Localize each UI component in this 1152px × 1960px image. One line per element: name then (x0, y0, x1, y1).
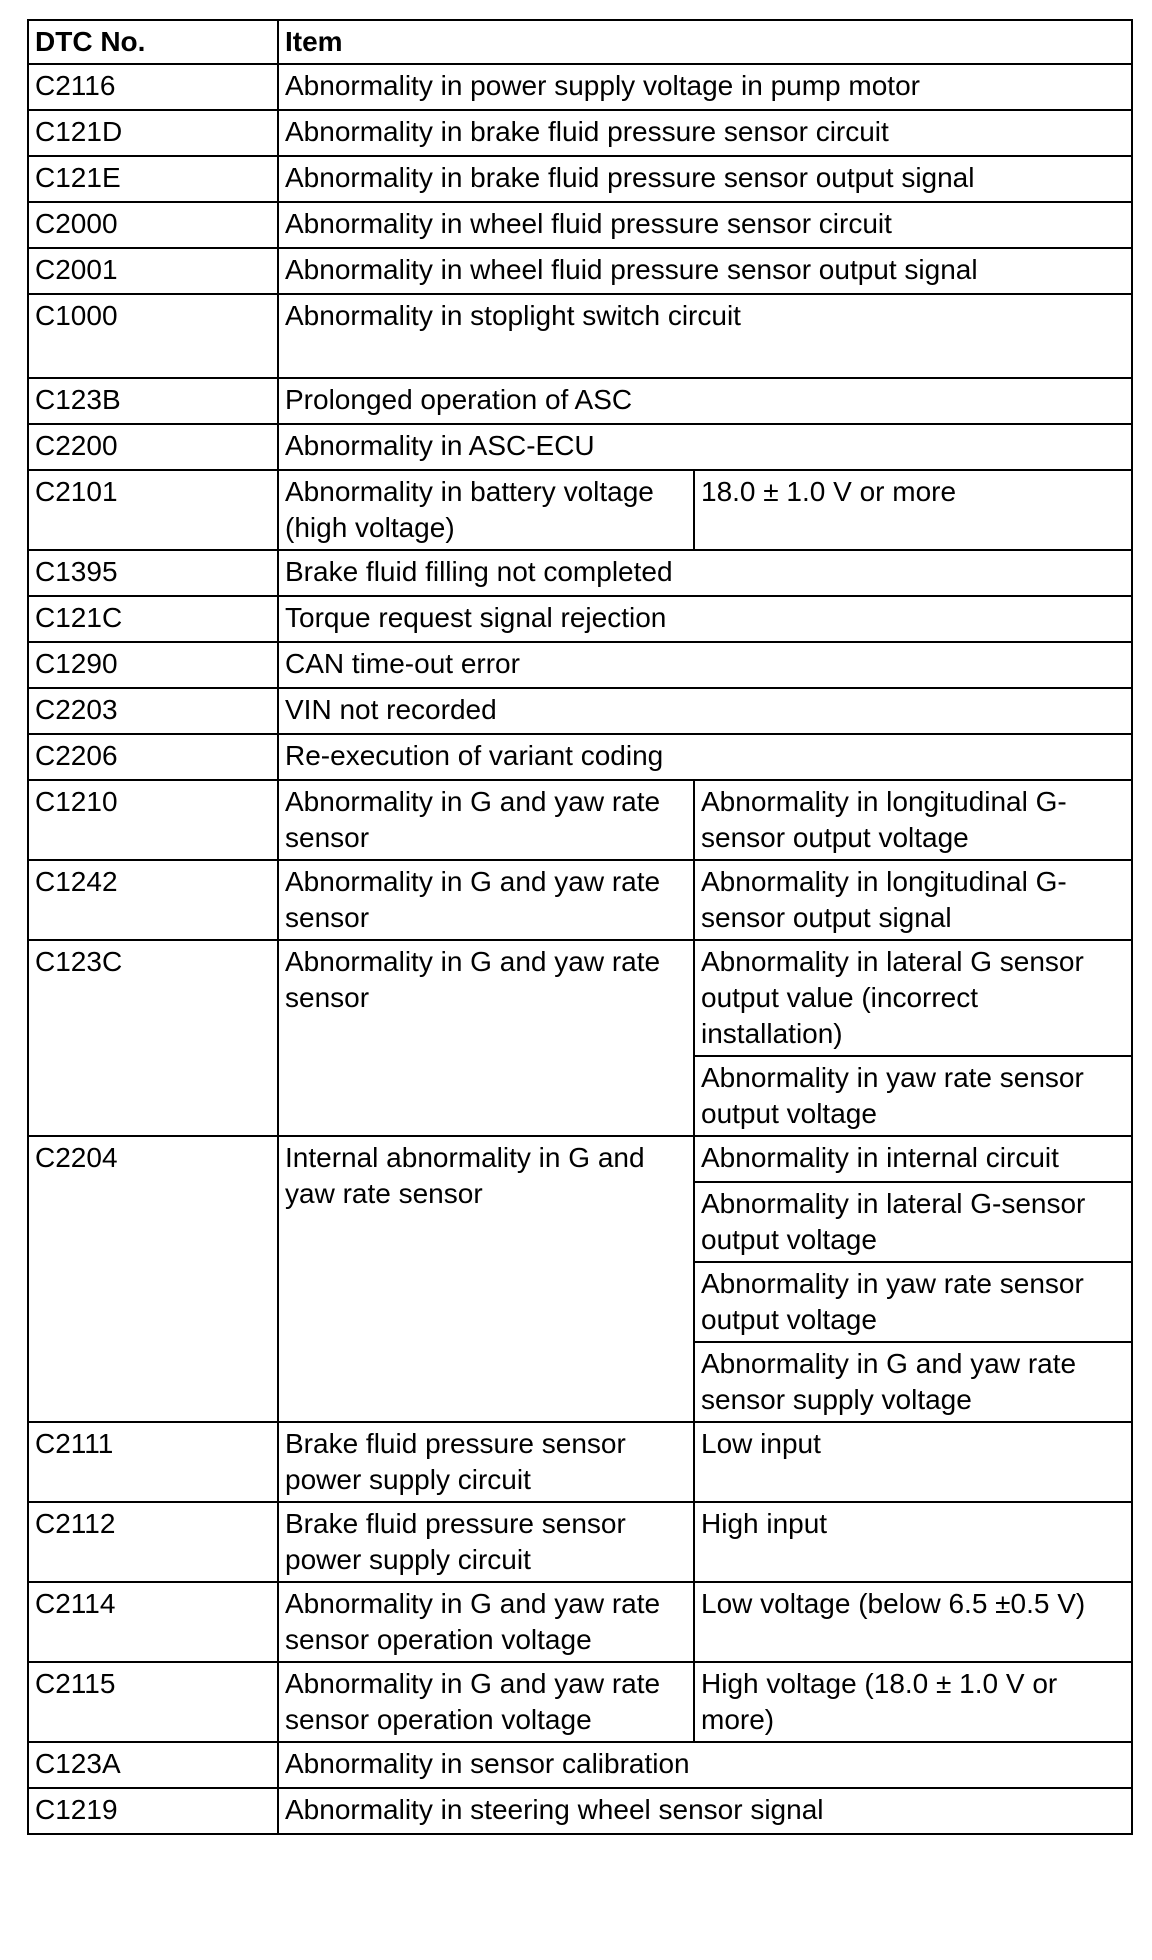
dtc-detail: High voltage (18.0 ± 1.0 V or more) (694, 1662, 1132, 1742)
dtc-item: Prolonged operation of ASC (278, 378, 1132, 424)
table-row (28, 64, 1132, 110)
dtc-code: C123C (28, 940, 278, 1136)
dtc-detail: Abnormality in internal circuit (694, 1136, 1132, 1182)
dtc-code: C2203 (28, 688, 278, 734)
dtc-code: C1290 (28, 642, 278, 688)
header-item: Item (278, 20, 1132, 64)
table-row (28, 1136, 1132, 1182)
dtc-code: C1210 (28, 780, 278, 860)
dtc-code: C2204 (28, 1136, 278, 1422)
table-row (28, 1502, 1132, 1582)
table-row (28, 248, 1132, 294)
dtc-detail: Abnormality in G and yaw rate sensor supply voltage (694, 1342, 1132, 1422)
dtc-code: C2116 (28, 64, 278, 110)
dtc-detail: Abnormality in yaw rate sensor output voltage (694, 1262, 1132, 1342)
dtc-item: Abnormality in ASC-ECU (278, 424, 1132, 470)
table-row (28, 596, 1132, 642)
table-row (28, 1742, 1132, 1788)
dtc-detail: 18.0 ± 1.0 V or more (694, 470, 1132, 550)
dtc-item: Abnormality in brake fluid pressure sensor output signal (278, 156, 1132, 202)
dtc-code: C123B (28, 378, 278, 424)
dtc-detail: Abnormality in lateral G-sensor output voltage (694, 1182, 1132, 1262)
dtc-table (27, 19, 1133, 1835)
dtc-code: C2111 (28, 1422, 278, 1502)
dtc-code: C121D (28, 110, 278, 156)
dtc-item: Abnormality in G and yaw rate sensor (278, 860, 694, 940)
table-row (28, 202, 1132, 248)
dtc-detail: Abnormality in lateral G sensor output value (incorrect installation) (694, 940, 1132, 1056)
dtc-detail: Abnormality in longitudinal G-sensor output voltage (694, 780, 1132, 860)
dtc-item: Brake fluid pressure sensor power supply circuit (278, 1422, 694, 1502)
dtc-item: Brake fluid pressure sensor power supply circuit (278, 1502, 694, 1582)
dtc-item: Brake fluid filling not completed (278, 550, 1132, 596)
dtc-detail: Low voltage (below 6.5 ±0.5 V) (694, 1582, 1132, 1662)
dtc-detail: Low input (694, 1422, 1132, 1502)
table-header-row (28, 20, 1132, 64)
dtc-item: Abnormality in G and yaw rate sensor (278, 940, 694, 1136)
table-row (28, 294, 1132, 378)
table-row (28, 1582, 1132, 1662)
table-row (28, 424, 1132, 470)
table-row (28, 734, 1132, 780)
dtc-code: C2114 (28, 1582, 278, 1662)
dtc-code: C2200 (28, 424, 278, 470)
dtc-code: C2101 (28, 470, 278, 550)
dtc-code: C1395 (28, 550, 278, 596)
dtc-item: Abnormality in G and yaw rate sensor (278, 780, 694, 860)
dtc-code: C121C (28, 596, 278, 642)
dtc-item: VIN not recorded (278, 688, 1132, 734)
dtc-detail: High input (694, 1502, 1132, 1582)
dtc-code: C2001 (28, 248, 278, 294)
dtc-code: C1000 (28, 294, 278, 378)
dtc-detail: Abnormality in yaw rate sensor output voltage (694, 1056, 1132, 1136)
dtc-item: Abnormality in battery voltage (high voltage) (278, 470, 694, 550)
table-row (28, 1422, 1132, 1502)
dtc-item: Abnormality in G and yaw rate sensor operation voltage (278, 1662, 694, 1742)
dtc-item: Abnormality in wheel fluid pressure sensor circuit (278, 202, 1132, 248)
dtc-item: Re-execution of variant coding (278, 734, 1132, 780)
dtc-item: CAN time-out error (278, 642, 1132, 688)
table-row (28, 156, 1132, 202)
table-row (28, 470, 1132, 550)
table-row (28, 860, 1132, 940)
dtc-code: C121E (28, 156, 278, 202)
table-row (28, 940, 1132, 1056)
dtc-item: Abnormality in wheel fluid pressure sensor output signal (278, 248, 1132, 294)
dtc-code: C2000 (28, 202, 278, 248)
header-dtc-no: DTC No. (28, 20, 278, 64)
dtc-detail: Abnormality in longitudinal G-sensor output signal (694, 860, 1132, 940)
dtc-code: C2112 (28, 1502, 278, 1582)
dtc-item: Abnormality in stoplight switch circuit (278, 294, 1132, 378)
table-row (28, 550, 1132, 596)
dtc-code: C2206 (28, 734, 278, 780)
table-row (28, 780, 1132, 860)
dtc-code: C1242 (28, 860, 278, 940)
dtc-item: Abnormality in brake fluid pressure sensor circuit (278, 110, 1132, 156)
table-row (28, 1788, 1132, 1834)
dtc-item: Abnormality in sensor calibration (278, 1742, 1132, 1788)
table-row (28, 378, 1132, 424)
table-row (28, 688, 1132, 734)
dtc-item: Abnormality in G and yaw rate sensor operation voltage (278, 1582, 694, 1662)
dtc-item: Abnormality in power supply voltage in pump motor (278, 64, 1132, 110)
dtc-code: C1219 (28, 1788, 278, 1834)
dtc-item: Torque request signal rejection (278, 596, 1132, 642)
dtc-item: Internal abnormality in G and yaw rate sensor (278, 1136, 694, 1422)
table-row (28, 1662, 1132, 1742)
table-row (28, 110, 1132, 156)
dtc-code: C123A (28, 1742, 278, 1788)
dtc-code: C2115 (28, 1662, 278, 1742)
dtc-item: Abnormality in steering wheel sensor signal (278, 1788, 1132, 1834)
table-row (28, 642, 1132, 688)
